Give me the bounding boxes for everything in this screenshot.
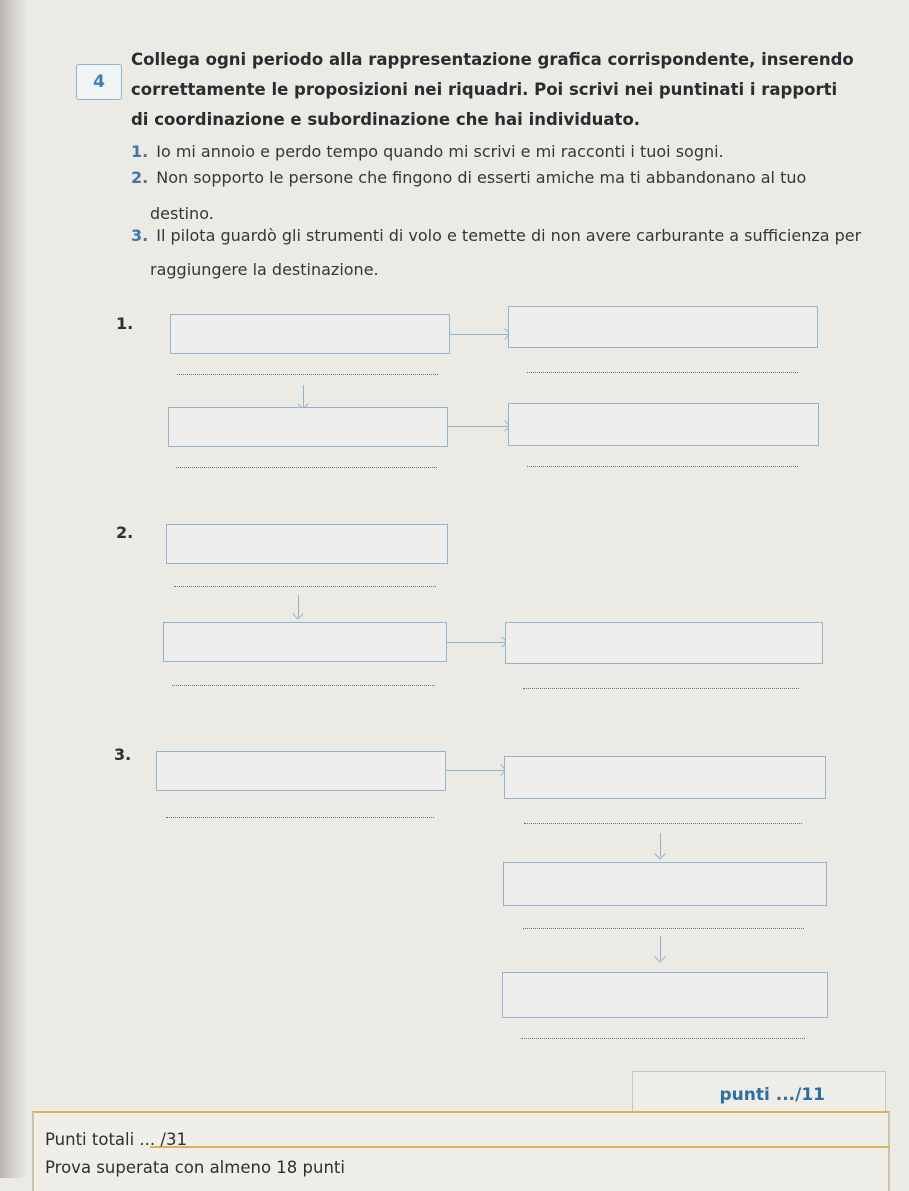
diagram-2-dotline-c[interactable] — [523, 688, 799, 689]
diagram-2-box-b[interactable] — [163, 622, 447, 662]
sentence-text: Non sopporto le persone che fingono di esserti amiche ma ti abbandonano al tuo — [156, 168, 807, 187]
diagram-1-arrow-right-2 — [448, 426, 508, 427]
diagram-2-box-a[interactable] — [166, 524, 448, 564]
diagram-2-dotline-b[interactable] — [172, 685, 435, 686]
diagram-3-label: 3. — [114, 745, 132, 764]
sentence-number: 3. — [131, 226, 149, 245]
diagram-1-box-d[interactable] — [508, 403, 819, 446]
diagram-3-box-c[interactable] — [503, 862, 827, 906]
sentence-number: 1. — [131, 142, 149, 161]
diagram-1-dotline-a[interactable] — [177, 374, 438, 375]
pass-threshold-text: Prova superata con almeno 18 punti — [45, 1158, 345, 1177]
diagram-3-arrow-down-1 — [660, 833, 661, 857]
totals-divider — [150, 1146, 890, 1148]
sentence-3 — [131, 226, 862, 245]
diagram-1-dotline-c[interactable] — [176, 467, 437, 468]
diagram-3-box-d[interactable] — [502, 972, 828, 1018]
sentence-2 — [131, 168, 851, 187]
instruction-line-3: di coordinazione e subordinazione che hai individuato. — [131, 110, 641, 129]
diagram-3-dotline-b[interactable] — [524, 823, 802, 824]
diagram-1-box-b[interactable] — [508, 306, 818, 348]
points-score-text: punti .../11 — [719, 1085, 825, 1105]
diagram-2-label: 2. — [116, 523, 134, 542]
sentence-1 — [131, 142, 851, 161]
diagram-2-arrow-down — [298, 595, 299, 617]
totals-panel — [32, 1111, 890, 1191]
diagram-3-box-a[interactable] — [156, 751, 446, 791]
diagram-3-dotline-a[interactable] — [166, 817, 434, 818]
diagram-1-box-c[interactable] — [168, 407, 448, 447]
diagram-1-dotline-d[interactable] — [527, 466, 798, 467]
diagram-1-arrow-down — [303, 385, 304, 407]
sentence-number: 2. — [131, 168, 149, 187]
sentence-text: Io mi annoio e perdo tempo quando mi scrivi e mi racconti i tuoi sogni. — [156, 142, 724, 161]
instruction-line-1: Collega ogni periodo alla rappresentazione grafica corrispondente, inserendo — [131, 50, 854, 69]
diagram-3-arrow-down-2 — [660, 936, 661, 960]
sentence-text: Il pilota guardò gli strumenti di volo e temette di non avere carburante a sufficienza per — [156, 226, 862, 245]
diagram-1-label: 1. — [116, 314, 134, 333]
diagram-3-dotline-c[interactable] — [523, 928, 804, 929]
diagram-1-box-a[interactable] — [170, 314, 450, 354]
diagram-3-box-b[interactable] — [504, 756, 826, 799]
sentence-2-continuation: destino. — [150, 204, 214, 223]
diagram-1-arrow-right-1 — [450, 334, 508, 335]
page-binding-shadow — [0, 0, 28, 1178]
diagram-1-dotline-b[interactable] — [527, 372, 798, 373]
diagram-2-arrow-right — [447, 642, 505, 643]
sentence-3-continuation: raggiungere la destinazione. — [150, 260, 379, 279]
diagram-2-box-c[interactable] — [505, 622, 823, 664]
diagram-3-arrow-right — [446, 770, 504, 771]
instruction-line-2: correttamente le proposizioni nei riquadri. Poi scrivi nei puntinati i rapporti — [131, 80, 838, 99]
exercise-number-badge: 4 — [76, 64, 122, 100]
diagram-2-dotline-a[interactable] — [174, 586, 436, 587]
diagram-3-dotline-d[interactable] — [521, 1038, 805, 1039]
total-points-text: Punti totali ... /31 — [45, 1130, 187, 1149]
